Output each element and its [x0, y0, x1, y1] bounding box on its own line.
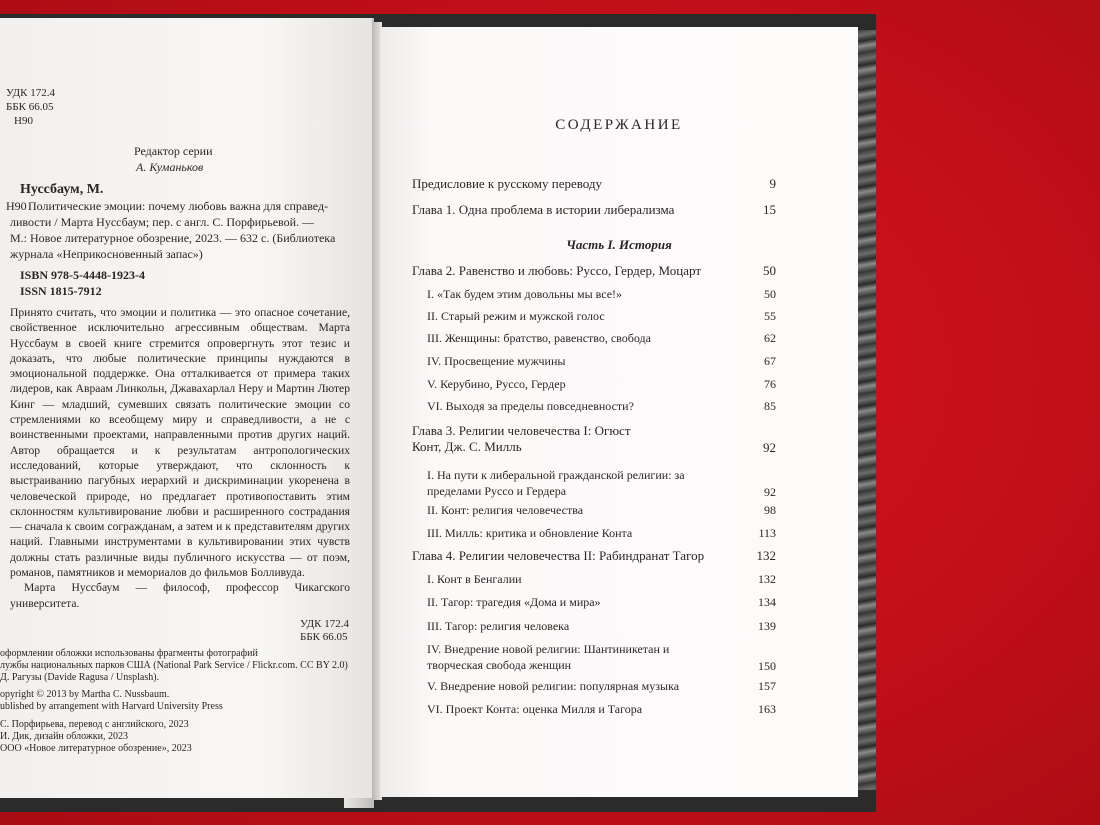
toc-entry [412, 262, 776, 280]
toc-entry-page: 113 [758, 526, 776, 540]
code-top: Н90 [14, 115, 33, 127]
credit-line: ООО «Новое литературное обозрение», 2023 [0, 743, 192, 754]
toc-entry-title: I. Конт в Бенгалии [427, 572, 522, 586]
toc-entry-page: 9 [769, 176, 776, 191]
toc-entry-page: 132 [756, 548, 776, 563]
toc-entry [427, 617, 776, 635]
toc-entry-page: 92 [764, 485, 776, 499]
toc-entry [427, 501, 776, 519]
toc-entry [412, 201, 776, 219]
toc-entry [427, 641, 776, 675]
editor-label: Редактор серии [134, 144, 213, 158]
toc-entry-title: Глава 1. Одна проблема в истории либерализма [412, 202, 675, 217]
annotation [10, 305, 350, 611]
toc-entry-page: 92 [763, 440, 776, 455]
credit-line: opyright © 2013 by Martha C. Nussbaum. [0, 689, 170, 700]
toc-entry [427, 352, 776, 370]
toc-entry-title: Глава 2. Равенство и любовь: Руссо, Гердер, Моцарт [412, 263, 702, 278]
toc-entry-title: I. На пути к либеральной гражданской религии: за пределами Руссо и Гердера [427, 468, 685, 498]
toc-entry-page: 163 [758, 702, 776, 716]
toc-entry-title: V. Внедрение новой религии: популярная музыка [427, 679, 680, 693]
toc-entry [412, 175, 776, 193]
toc-entry-page: 50 [764, 287, 776, 301]
udk-top: УДК 172.4 [6, 87, 56, 99]
bib-line: журнала «Неприкосновенный запас») [10, 247, 203, 261]
toc-entry-title: VI. Проект Конта: оценка Милля и Тагора [427, 702, 643, 716]
toc-entry [427, 467, 776, 501]
toc-entry-page: 98 [764, 503, 776, 517]
toc-title: СОДЕРЖАНИЕ [555, 117, 683, 133]
annotation-paragraph: Марта Нуссбаум — философ, профессор Чикагского университета. [10, 581, 350, 610]
toc-entry [427, 700, 776, 718]
toc-entry-page: 134 [758, 595, 776, 609]
toc-entry-title: IV. Внедрение новой религии: Шантиникетан и творческая свобода женщин [427, 642, 670, 672]
isbn: ISBN 978-5-4448-1923-4 [20, 268, 145, 282]
credit-line: С. Порфирьева, перевод с английского, 2023 [0, 719, 189, 730]
toc-entry-title: III. Тагор: религия человека [427, 619, 570, 633]
toc-entry-title: VI. Выходя за пределы повседневности? [427, 399, 634, 413]
toc-entry-title: III. Женщины: братство, равенство, свобода [427, 331, 651, 345]
author-heading: Нуссбаум, М. [20, 182, 104, 197]
toc-entry-title: II. Тагор: трагедия «Дома и мира» [427, 595, 601, 609]
toc-entry-title: III. Милль: критика и обновление Конта [427, 526, 633, 540]
toc-entry-page: 50 [763, 263, 776, 278]
toc-entry-page: 85 [764, 399, 776, 413]
credit-line: Д. Рагузы (Davide Ragusa / Unsplash). [0, 672, 160, 683]
toc-entry [427, 329, 776, 347]
toc-entry-page: 15 [763, 202, 776, 217]
credit-line: лужбы национальных парков США (National Park Service / Flickr.com. CC BY 2.0) [0, 660, 348, 671]
toc-entry-title: IV. Просвещение мужчины [427, 354, 566, 368]
toc-entry [412, 547, 776, 565]
bbk-top: ББК 66.05 [6, 101, 54, 113]
code-short: Н90 [6, 199, 27, 213]
toc-entry-page: 62 [764, 331, 776, 345]
toc-entry-page: 55 [764, 309, 776, 323]
annotation-paragraph: Принято считать, что эмоции и политика — это опасное сочетание, свойственное исключительно агрессивным обществам. Марта Нуссбаум в своей книге стремится опровергнуть этот тезис и доказать, что любые политические принципы нуждаются в эмоциональной поддержке. Она отталкивается от примера таких лидеров, как Авраам Линкольн, Джавахарлал Неру и Мартин Лютер Кинг — младший, сумевших связать политические эмоции со стремлениями ко всеобщему миру и справедливости, а не с воинственными проектами, направленными против других наций. Автор обращается и к результатам антропологических исследований, которые утверждают, что склонность к выстраиванию пагубных иерархий и дискриминации укоренена в человеческой природе, но предлагает противопоставить этим склонностям культивирование любви и расширенного сострадания — сначала к своим согражданам, а затем и к представителям других наций. Главными инструментами в культивировании этих чувств должны стать различные виды публичного искусства — от поэм, романов, памятников и мемориалов до фильмов Болливуда. [10, 306, 350, 580]
toc-entry [427, 593, 776, 611]
toc-entry-title: Глава 4. Религии человечества II: Рабиндранат Тагор [412, 548, 705, 563]
toc-entry [427, 570, 776, 588]
left-page [0, 18, 372, 798]
credit-line: ublished by arrangement with Harvard University Press [0, 701, 223, 712]
toc-entry-page: 139 [758, 619, 776, 633]
editor-name: А. Куманьков [136, 160, 204, 174]
udk-bottom: УДК 172.4 [300, 618, 350, 630]
toc-entry-page: 76 [764, 377, 776, 391]
part-heading: Часть I. История [566, 237, 672, 252]
credit-line: оформлении обложки использованы фрагменты фотографий [0, 648, 258, 659]
toc-entry-title: Глава 3. Религии человечества I: Огюст Конт, Дж. С. Милль [412, 423, 631, 454]
toc-entry [427, 307, 776, 325]
toc-entry-title: Предисловие к русскому переводу [412, 176, 603, 191]
toc-entry-page: 132 [758, 572, 776, 586]
toc-entry [412, 423, 776, 457]
toc-entry [427, 285, 776, 303]
toc-entry-title: I. «Так будем этим довольны мы все!» [427, 287, 623, 301]
toc-entry [427, 397, 776, 415]
toc-entry-title: II. Конт: религия человечества [427, 503, 584, 517]
toc-entry-title: II. Старый режим и мужской голос [427, 309, 605, 323]
bib-line: ливости / Марта Нуссбаум; пер. с англ. С. Порфирьевой. — [10, 215, 315, 229]
toc-entry-page: 157 [758, 679, 776, 693]
toc-entry [427, 524, 776, 542]
toc-entry-page: 150 [758, 659, 776, 673]
credit-line: И. Дик, дизайн обложки, 2023 [0, 731, 128, 742]
toc-entry-title: V. Керубино, Руссо, Гердер [427, 377, 566, 391]
toc-entry [427, 677, 776, 695]
bib-line: Политические эмоции: почему любовь важна для справед- [28, 199, 329, 213]
bib-line: М.: Новое литературное обозрение, 2023. — 632 с. (Библиотека [10, 231, 336, 245]
bbk-bottom: ББК 66.05 [300, 631, 348, 643]
toc-entry-page: 67 [764, 354, 776, 368]
issn: ISSN 1815-7912 [20, 284, 102, 298]
cover-edge-pattern [855, 30, 876, 790]
right-page [380, 27, 858, 797]
toc-entry [427, 375, 776, 393]
